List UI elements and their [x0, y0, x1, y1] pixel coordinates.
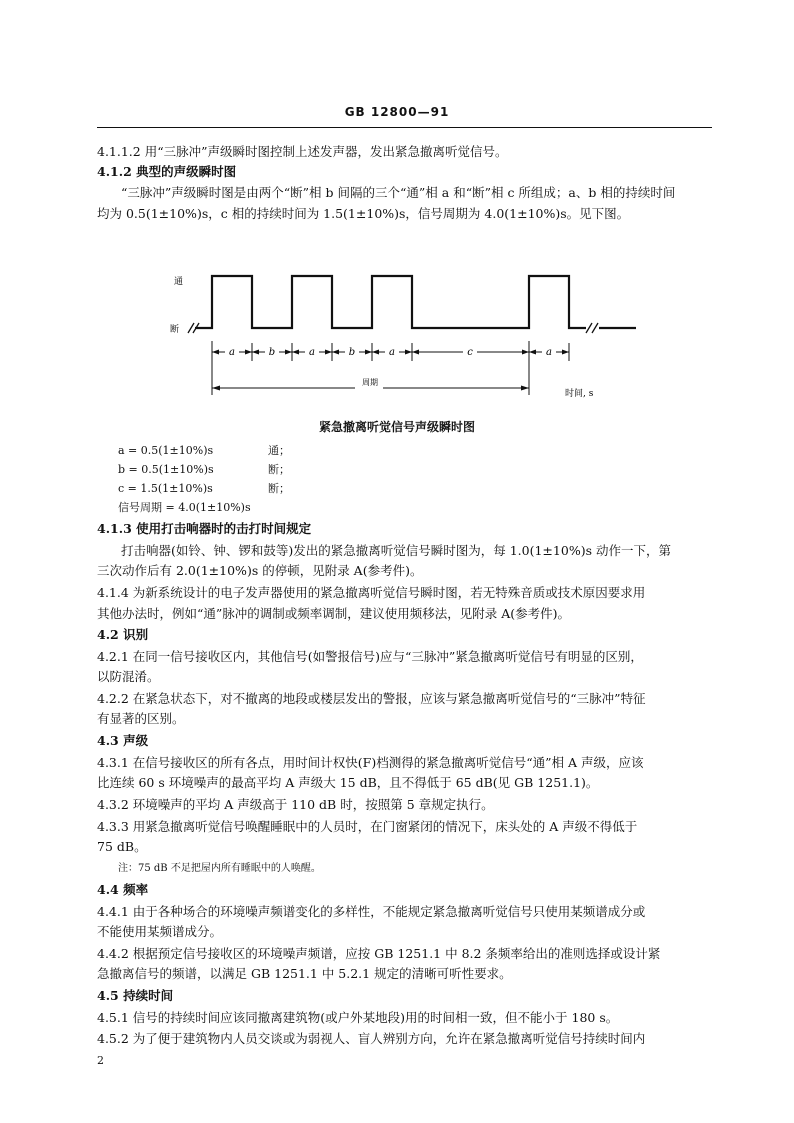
- label-on: 通: [174, 277, 184, 287]
- clause-4-1-4-line1: 4.1.4 为新系统设计的电子发声器使用的紧急撤离听觉信号瞬时图，若无特殊音质或技术原因要求用: [97, 585, 646, 600]
- waveform-line: [195, 276, 636, 328]
- page-number: 2: [97, 1054, 104, 1067]
- clause-4-1-1-2: 4.1.1.2 用“三脉冲”声级瞬时图控制上述发声器，发出紧急撤离听觉信号。: [97, 144, 508, 159]
- segment-label-a4: a: [546, 347, 552, 358]
- clause-4-4-1-line2: 不能使用某频谱成分。: [97, 924, 223, 939]
- clause-4-2-1-line2: 以防混淆。: [97, 669, 160, 684]
- definition-key: b = 0.5(1±10%)s: [118, 463, 214, 476]
- clause-4-1-2-line2: 均为 0.5(1±10%)s，c 相的持续时间为 1.5(1±10%)s，信号周期为 4.0(1±10%)s。见下图。: [97, 206, 630, 221]
- clause-4-4-1-line1: 4.4.1 由于各种场合的环境噪声频谱变化的多样性，不能规定紧急撤离听觉信号只使用某频谱成分或: [97, 904, 646, 919]
- period-dimension: [212, 377, 529, 394]
- label-off: 断: [170, 325, 180, 335]
- clause-4-5-heading: 4.5 持续时间: [97, 988, 174, 1003]
- clause-4-1-3-heading: 4.1.3 使用打击响器时的击打时间规定: [97, 521, 312, 536]
- definition-a: [118, 442, 290, 460]
- clause-4-2-2-line2: 有显著的区别。: [97, 711, 185, 726]
- segment-label-b2: b: [348, 347, 356, 358]
- clause-4-1-4-line2: 其他办法时，例如“通”脉冲的调制或频率调制，建议使用频移法，见附录 A(参考件)。: [97, 606, 571, 621]
- definition-b: [118, 461, 290, 479]
- definition-period: [118, 499, 268, 517]
- clause-4-3-1-line1: 4.3.1 在信号接收区的所有各点，用时间计权快(F)档测得的紧急撤离听觉信号“通”相 A 声级，应该: [97, 755, 644, 770]
- clause-4-3-1-line2: 比连续 60 s 环境噪声的最高平均 A 声级大 15 dB，且不得低于 65 dB(见 GB 1251.1)。: [97, 775, 599, 790]
- definition-value: 通；: [268, 444, 290, 457]
- clause-4-1-2-heading: 4.1.2 典型的声级瞬时图: [97, 164, 237, 179]
- clause-4-4-heading: 4.4 频率: [97, 882, 149, 897]
- definition-key: a = 0.5(1±10%)s: [118, 444, 214, 457]
- clause-4-4-2-line2: 急撤离信号的频谱，以满足 GB 1251.1 中 5.2.1 规定的清晰可听性要求。: [97, 966, 512, 981]
- definition-key: c = 1.5(1±10%)s: [118, 482, 213, 495]
- clause-4-2-heading: 4.2 识别: [97, 627, 149, 642]
- document-header: GB 12800—91: [344, 105, 450, 119]
- definition-c: [118, 480, 290, 498]
- definition-value: 断；: [268, 482, 290, 495]
- clause-4-1-3-line1: 打击响器(如铃、钟、锣和鼓等)发出的紧急撤离听觉信号瞬时图为，每 1.0(1±10%)s 动作一下，第: [121, 543, 671, 558]
- segment-label-a3: a: [389, 347, 395, 358]
- pulse-timing-diagram: [0, 0, 794, 420]
- segment-label-a2: a: [309, 347, 315, 358]
- clause-4-1-2-line1: “三脉冲”声级瞬时图是由两个“断”相 b 间隔的三个“通”相 a 和“断”相 c 所组成；a、b 相的持续时间: [121, 185, 676, 200]
- clause-4-3-heading: 4.3 声级: [97, 733, 149, 748]
- clause-4-4-2-line1: 4.4.2 根据预定信号接收区的环境噪声频谱，应按 GB 1251.1 中 8.2 条频率给出的准则选择或设计紧: [97, 946, 661, 961]
- clause-4-2-2-line1: 4.2.2 在紧急状态下，对不撤离的地段或楼层发出的警报，应该与紧急撤离听觉信号的“三脉冲”特征: [97, 691, 646, 706]
- definition-key: 信号周期 = 4.0(1±10%)s: [118, 501, 251, 514]
- figure-caption: 紧急撤离听觉信号声级瞬时图: [318, 420, 475, 434]
- clause-4-5-1: 4.5.1 信号的持续时间应该同撤离建筑物(或户外某地段)用的时间相一致，但不能小于 180 s。: [97, 1010, 619, 1025]
- break-marks: [188, 323, 598, 333]
- note-4-3-3: 注：75 dB 不足把屋内所有睡眠中的人唤醒。: [118, 863, 321, 874]
- time-axis-label: 时间, s: [565, 389, 594, 399]
- segment-label-a1: a: [229, 347, 235, 358]
- period-label: 周期: [362, 378, 378, 387]
- definition-value: 断；: [268, 463, 290, 476]
- clause-4-3-3-line2: 75 dB。: [97, 839, 147, 854]
- segment-label-b1: b: [268, 347, 276, 358]
- segment-label-c: c: [467, 347, 473, 358]
- clause-4-3-2: 4.3.2 环境噪声的平均 A 声级高于 110 dB 时，按照第 5 章规定执行。: [97, 797, 494, 812]
- clause-4-2-1-line1: 4.2.1 在同一信号接收区内，其他信号(如警报信号)应与“三脉冲”紧急撤离听觉信号有明显的区别，: [97, 649, 643, 664]
- clause-4-1-3-line2: 三次动作后有 2.0(1±10%)s 的停顿，见附录 A(参考件)。: [97, 563, 423, 578]
- clause-4-3-3-line1: 4.3.3 用紧急撤离听觉信号唤醒睡眠中的人员时，在门窗紧闭的情况下，床头处的 A 声级不得低于: [97, 819, 638, 834]
- clause-4-5-2-line1: 4.5.2 为了便于建筑物内人员交谈或为弱视人、盲人辨别方向，允许在紧急撤离听觉信号持续时间内: [97, 1031, 646, 1046]
